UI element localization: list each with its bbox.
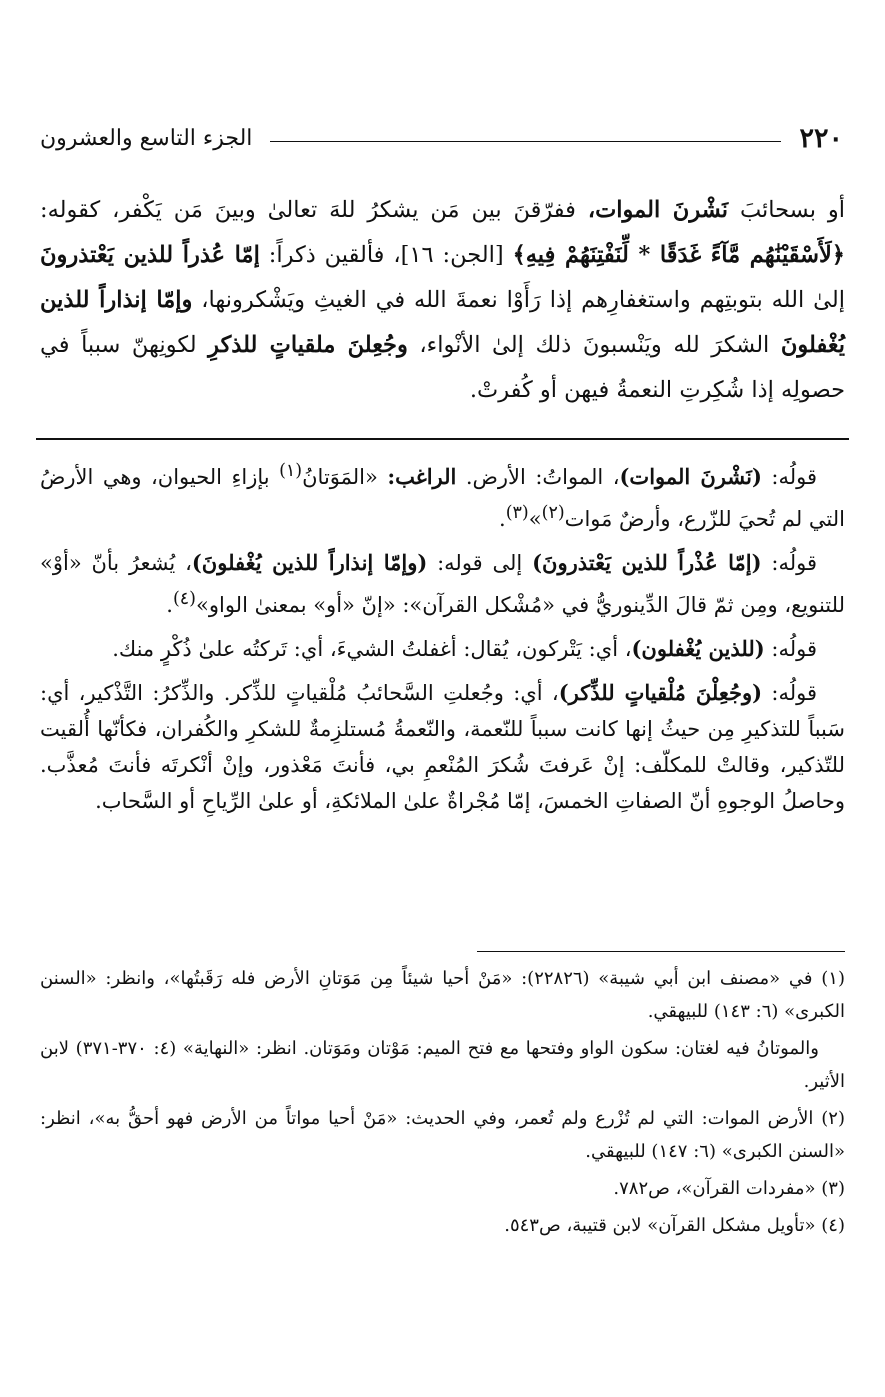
source-name: الراغب: <box>387 464 457 489</box>
commentary-lemma: (للذين يُغْفلون) <box>631 636 765 661</box>
main-text-span: أو بسحائبَ <box>728 197 846 223</box>
commentary-text: ، أي: يَتْركون، يُقال: أغفلتُ الشيءَ، أي: تَركتُه علىٰ ذُكْرٍ منك. <box>112 637 632 661</box>
commentary-lemma: (إمّا عُذْراً للذين يَعْتذرونَ) <box>532 550 762 575</box>
commentary-paragraph <box>40 545 845 623</box>
commentary-text: بإزاءِ الحيوان، وهي الأرضُ التي لم تُحيَ للزّرع، وأرضٌ مَوات <box>40 465 845 531</box>
main-paragraph <box>40 188 845 413</box>
commentary-lemma: (وجُعِلْنَ مُلْقياتٍ للذِّكر) <box>558 680 763 705</box>
commentary-text: قولُه: <box>764 637 817 661</box>
main-text-span: ففرّقنَ بين مَن يشكرُ للهَ تعالىٰ وبينَ مَن يَكْفر، كقوله: <box>40 197 588 223</box>
main-text-span: [الجن: ١٦]، فألقين ذكراً: <box>259 242 513 268</box>
main-text <box>40 188 845 413</box>
main-text-divider <box>36 438 849 440</box>
commentary-text: «المَوَتانُ <box>302 465 388 489</box>
footnote-ref: (٣) <box>505 503 529 523</box>
commentary-text: قولُه: <box>762 681 817 705</box>
main-text-span: إلىٰ الله بتوبتِهم واستغفارِهم إذا رَأَوْا نعمةَ الله في الغيثِ ويَشْكرونها، <box>192 287 845 313</box>
footnote-1-continued: والموتانُ فيه لغتان: سكون الواو وفتحها مع فتح الميم: مَوْتان ومَوَتان. انظر: «النهاية» (٤: ٣٧٠-٣٧١) لابن الأثير. <box>40 1038 845 1092</box>
commentary-lemma: (نَشْرنَ الموات) <box>619 464 762 489</box>
main-text-span: لكونِهنّ سبباً في حصولِه إذا شُكِرتِ النعمةُ فيهن أو كُفرتْ. <box>40 332 845 403</box>
footnote-ref: (٢) <box>541 503 565 523</box>
footnotes <box>40 962 845 1246</box>
main-text-span: الشكرَ لله ويَنْسبونَ ذلك إلىٰ الأنْواء، <box>407 332 781 358</box>
footnote-ref: (٤) <box>172 589 196 609</box>
commentary-text: . <box>166 593 173 617</box>
footnote-divider <box>477 951 845 952</box>
commentary <box>40 453 845 827</box>
commentary-text: ، أي: وجُعلتِ السَّحائبُ مُلْقياتٍ للذِّكر. والذِّكرُ: التَّذْكير، أي: سَبباً للتذكيرِ مِن حيثُ إنها كانت سبباً للنّعمة، والنّعمةُ مُستلزِمةٌ للشكرِ والكُفران، فكأنّها أُلقيت للتّذكير، وقالتْ للمكلّف: إنْ عَرفتَ شُكرَ المُنْعمِ بي، فأنتَ مَعْذور، وإنْ أنْكرتَه فأنتَ مُعذَّب. وحاصلُ الوجوهِ أنّ الصفاتِ الخمسَ، إمّا مُجْراةٌ علىٰ الملائكةِ، أو علىٰ الرِّياحِ أو السَّحاب. <box>40 681 845 813</box>
commentary-text: قولُه: <box>761 465 817 489</box>
footnote-1: (١) في «مصنف ابن أبي شيبة» (٢٢٨٢٦): «مَنْ أحيا شيئاً مِن مَوَتانِ الأرض فله رَقَبتُها»، وانظر: «السنن الكبرى» (٦: ١٤٣) للبيهقي. <box>40 968 845 1022</box>
commentary-paragraph <box>40 675 845 819</box>
commentary-paragraph <box>40 453 845 537</box>
footnote-3: (٣) «مفردات القرآن»، ص٧٨٢. <box>613 1178 845 1199</box>
main-bold-phrase: وجُعِلنَ ملقياتٍ للذكرِ <box>208 332 408 358</box>
running-title: الجزء التاسع والعشرون <box>40 125 253 151</box>
main-bold-phrase: وإمّا إنذاراً للذين يُغْفلونَ <box>40 287 845 358</box>
main-bold-phrase: إمّا عُذراً للذين يَعْتذرونَ <box>40 242 260 268</box>
page-number: ٢٢٠ <box>799 122 843 154</box>
main-bold-phrase: نَشْرنَ الموات، <box>587 197 729 223</box>
commentary-paragraph <box>40 631 845 667</box>
header-rule <box>270 141 781 142</box>
commentary-lemma: (وإمّا إنذاراً للذين يُغْفلونَ) <box>191 550 428 575</box>
commentary-text: » <box>528 507 542 531</box>
quran-verse: ﴿لَأَسْقَيْنَٰهُم مَّآءً غَدَقًا * لِّنَفْتِنَهُمْ فِيهِ﴾ <box>512 242 845 268</box>
commentary-text: قولُه: <box>761 551 818 575</box>
commentary-text: ، يُشعرُ بأنّ «أوْ» للتنويع، ومِن ثمّ قالَ الدِّينوريُّ في «مُشْكل القرآن»: «إنّ «أو» بمعنىٰ الواو» <box>40 551 845 617</box>
commentary-text: . <box>499 507 506 531</box>
page-header <box>40 118 843 158</box>
commentary-text: ، المواتُ: الأرض. <box>456 465 620 489</box>
footnote-ref: (١) <box>279 461 303 481</box>
footnote-2: (٢) الأرض الموات: التي لم تُزْرع ولم تُعمر، وفي الحديث: «مَنْ أحيا مواتاً من الأرض فهو أحقُّ به»، انظر: «السنن الكبرى» (٦: ١٤٧) للبيهقي. <box>40 1108 845 1162</box>
commentary-text: إلى قوله: <box>427 551 533 575</box>
footnote-4: (٤) «تأويل مشكل القرآن» لابن قتيبة، ص٥٤٣. <box>504 1215 845 1236</box>
